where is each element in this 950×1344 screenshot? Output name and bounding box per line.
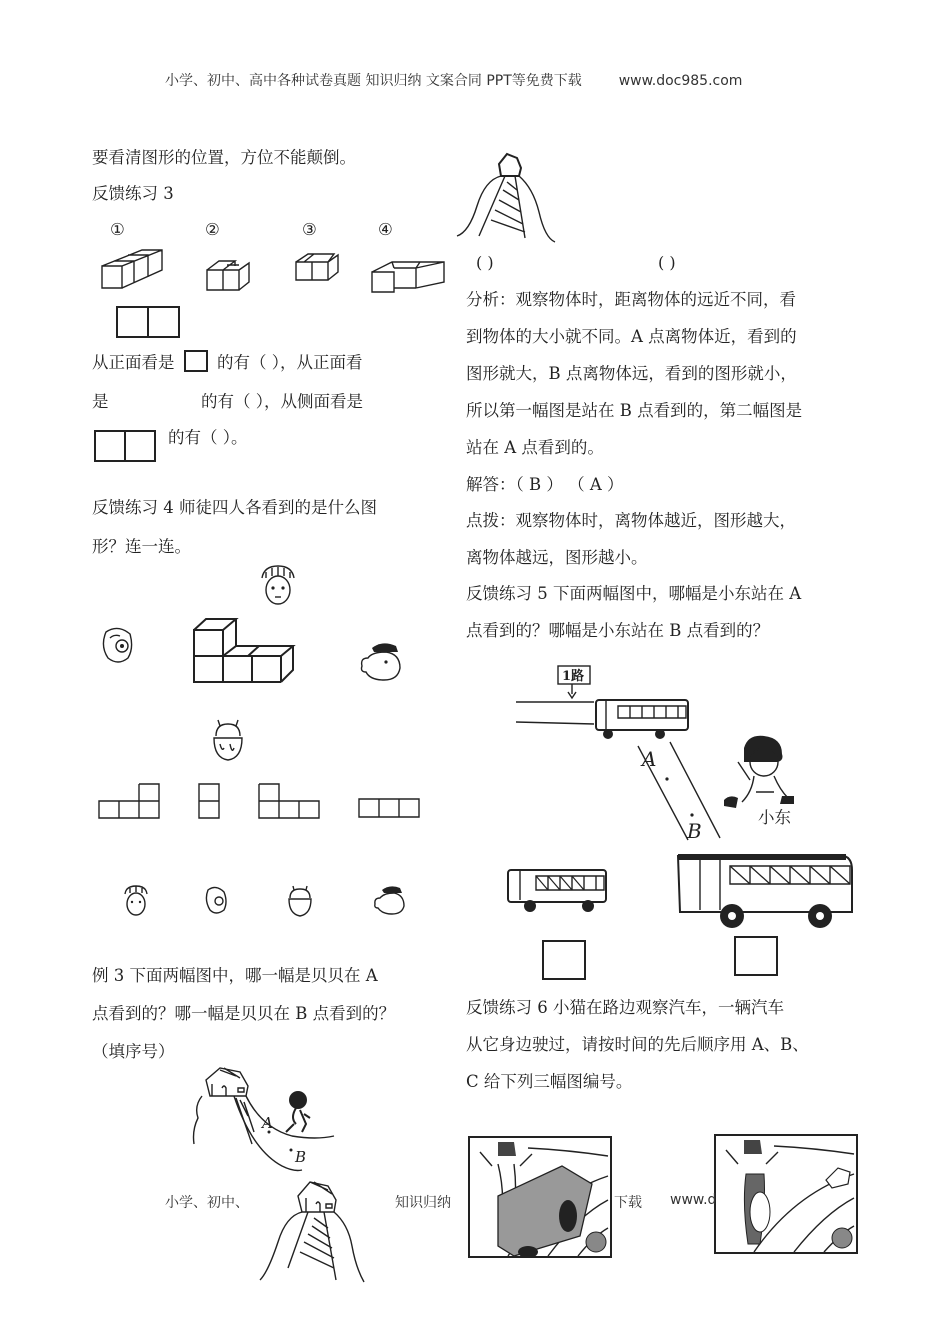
point-b-label: B (687, 819, 702, 843)
ex3-label-3: ③ (302, 220, 317, 239)
header-site-link[interactable]: www.doc985.com (618, 73, 743, 89)
ex4-line1: 反馈练习 4 师徒四人各看到的是什么图 (92, 498, 377, 517)
cat-car-far-picture (714, 1134, 860, 1256)
ex3-q2-text-a: 是 (92, 392, 109, 411)
ex4-line2: 形？连一连。 (92, 537, 191, 556)
two-square-view-1 (116, 306, 180, 338)
footer-part2: 知识归纳 (395, 1195, 451, 1211)
cube-figure-3 (294, 252, 342, 284)
ex6-line2: 从它身边驶过，请按时间的先后顺序用 A、B、 (466, 1035, 809, 1054)
tang-monk-icon (258, 564, 298, 608)
example3-line3: （填序号） (92, 1042, 175, 1061)
flat-view-option-1 (98, 782, 162, 820)
example3-line2: 点看到的？哪一幅是贝贝在 B 点看到的？ (92, 1004, 396, 1023)
ex3-question-line2 (92, 392, 363, 412)
tip-line1: 点拨：观察物体时，离物体越近，图形越大， (466, 511, 796, 530)
footer-site-link[interactable]: www.d (670, 1192, 717, 1208)
ex6-line3: C 给下列三幅图编号。 (466, 1072, 633, 1091)
answer-line: 解答：（ B ） （ A ） (466, 475, 624, 494)
l-block-figure (192, 618, 296, 684)
analysis-line1: 分析：观察物体时，距离物体的远近不同，看 (466, 290, 796, 309)
ex6-line1: 反馈练习 6 小猫在路边观察汽车，一辆汽车 (466, 998, 784, 1017)
ex5-line2: 点看到的？哪幅是小东站在 B 点看到的？ (466, 621, 770, 640)
ex3-q2-text-b: 的有（ ），从侧面看是 (201, 392, 363, 411)
analysis-line3: 图形就大，B 点离物体远，看到的图形就小， (466, 364, 797, 383)
flat-view-option-4 (358, 798, 422, 820)
bus-stop-sign: 1路 (562, 669, 585, 684)
ex3-title: 反馈练习 3 (92, 184, 174, 203)
mountain-house-near-view (258, 1176, 366, 1286)
intro-line: 要看清图形的位置，方位不能颠倒。 (92, 148, 356, 167)
point-a-label: A (262, 1114, 273, 1132)
answer-box-large-bus[interactable] (734, 936, 778, 976)
cube-figure-4 (370, 260, 446, 294)
answer-paren-2[interactable]: ( ) (658, 253, 676, 272)
footer-part3: 下载 (614, 1195, 642, 1211)
ex3-label-2: ② (205, 220, 220, 239)
hill-house-scene (192, 1066, 342, 1178)
flat-view-option-2 (198, 782, 222, 820)
point-b-label: B (295, 1148, 307, 1166)
cat-car-near-picture (468, 1136, 614, 1260)
mountain-house-far-view (455, 150, 555, 242)
ex3-label-4: ④ (378, 220, 393, 239)
sandy-icon (210, 718, 246, 762)
footer-part1: 小学、初中、 (165, 1195, 249, 1211)
monkey-king-small-icon (202, 884, 230, 918)
ex3-q1-text-a: 从正面看是 (92, 353, 175, 372)
single-square-icon (184, 350, 208, 372)
answer-paren-1[interactable]: ( ) (476, 253, 494, 272)
cube-figure-2 (205, 258, 251, 292)
pigsy-icon (358, 640, 404, 684)
header-banner-text: 小学、初中、高中各种试卷真题 知识归纳 文案合同 PPT等免费下载 (165, 73, 582, 89)
point-a-label: A (642, 747, 657, 771)
two-square-view-2 (94, 430, 156, 462)
ex3-question-line3: 的有（ ）。 (168, 428, 248, 447)
flat-view-option-3 (258, 782, 322, 820)
bus-small-far-view (506, 868, 610, 914)
analysis-line4: 所以第一幅图是站在 B 点看到的，第二幅图是 (466, 401, 803, 420)
ex5-line1: 反馈练习 5 下面两幅图中，哪幅是小东站在 A (466, 584, 802, 603)
analysis-line2: 到物体的大小就不同。A 点离物体近，看到的 (466, 327, 797, 346)
tip-line2: 离物体越远，图形越小。 (466, 548, 648, 567)
monkey-king-icon (98, 624, 138, 666)
cube-figure-1 (100, 248, 164, 293)
xiaodong-label: 小东 (758, 808, 791, 827)
example3-line1: 例 3 下面两幅图中，哪一幅是贝贝在 A (92, 966, 378, 985)
ex3-label-1: ① (110, 220, 125, 239)
bus-large-near-view (676, 850, 854, 930)
ex3-question-line1 (92, 350, 363, 373)
ex3-q1-text-b: 的有（ ），从正面看 (217, 353, 363, 372)
pigsy-small-icon (372, 884, 408, 918)
header-banner (165, 70, 742, 90)
sandy-small-icon (286, 884, 314, 918)
tang-monk-small-icon (122, 884, 150, 918)
answer-box-small-bus[interactable] (542, 940, 586, 980)
analysis-line5: 站在 A 点看到的。 (466, 438, 604, 457)
